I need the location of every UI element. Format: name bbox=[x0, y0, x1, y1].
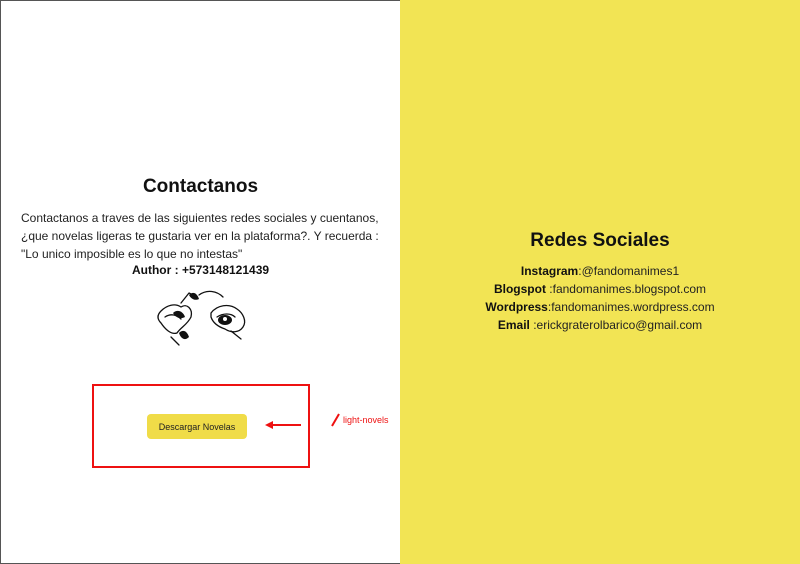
social-title: Redes Sociales bbox=[530, 230, 670, 251]
social-label: Email bbox=[497, 318, 530, 332]
social-item-email bbox=[400, 316, 800, 334]
contact-title: Contactanos bbox=[142, 176, 259, 197]
social-value[interactable]: erickgraterolbarico@gmail.com bbox=[536, 318, 703, 332]
arrow-left-icon bbox=[263, 419, 303, 431]
social-item-blogspot bbox=[400, 280, 800, 298]
anime-eyes-illustration bbox=[151, 283, 251, 349]
social-sep: : bbox=[545, 282, 553, 296]
social-item-instagram bbox=[400, 262, 800, 280]
contact-text: Contactanos a traves de las siguientes redes sociales y cuentanos, ¿que novelas ligeras te gustaria ver en la plataforma?. Y recuerda : "Lo unico imposible es lo que no intestas" bbox=[21, 211, 379, 261]
social-label: Blogspot bbox=[493, 282, 546, 296]
download-novels-button[interactable]: Descargar Novelas bbox=[147, 414, 247, 439]
author-phone: +573148121439 bbox=[181, 263, 270, 277]
social-item-wordpress bbox=[400, 298, 800, 316]
social-label: Instagram bbox=[520, 264, 579, 278]
author-label: Author : bbox=[131, 263, 182, 277]
pen-slash-icon bbox=[329, 412, 341, 428]
annotation-note: light-novels bbox=[343, 415, 389, 425]
author-line bbox=[1, 263, 400, 277]
social-value[interactable]: fandomanimes.blogspot.com bbox=[552, 282, 707, 296]
social-value[interactable]: @fandomanimes1 bbox=[581, 264, 680, 278]
social-sep: : bbox=[578, 264, 582, 278]
social-sep: : bbox=[547, 300, 552, 314]
contact-panel bbox=[1, 1, 400, 563]
social-value[interactable]: fandomanimes.wordpress.com bbox=[551, 300, 715, 314]
social-sep: : bbox=[529, 318, 537, 332]
social-panel bbox=[400, 0, 800, 564]
social-list bbox=[400, 262, 800, 334]
social-label: Wordpress bbox=[485, 300, 548, 314]
